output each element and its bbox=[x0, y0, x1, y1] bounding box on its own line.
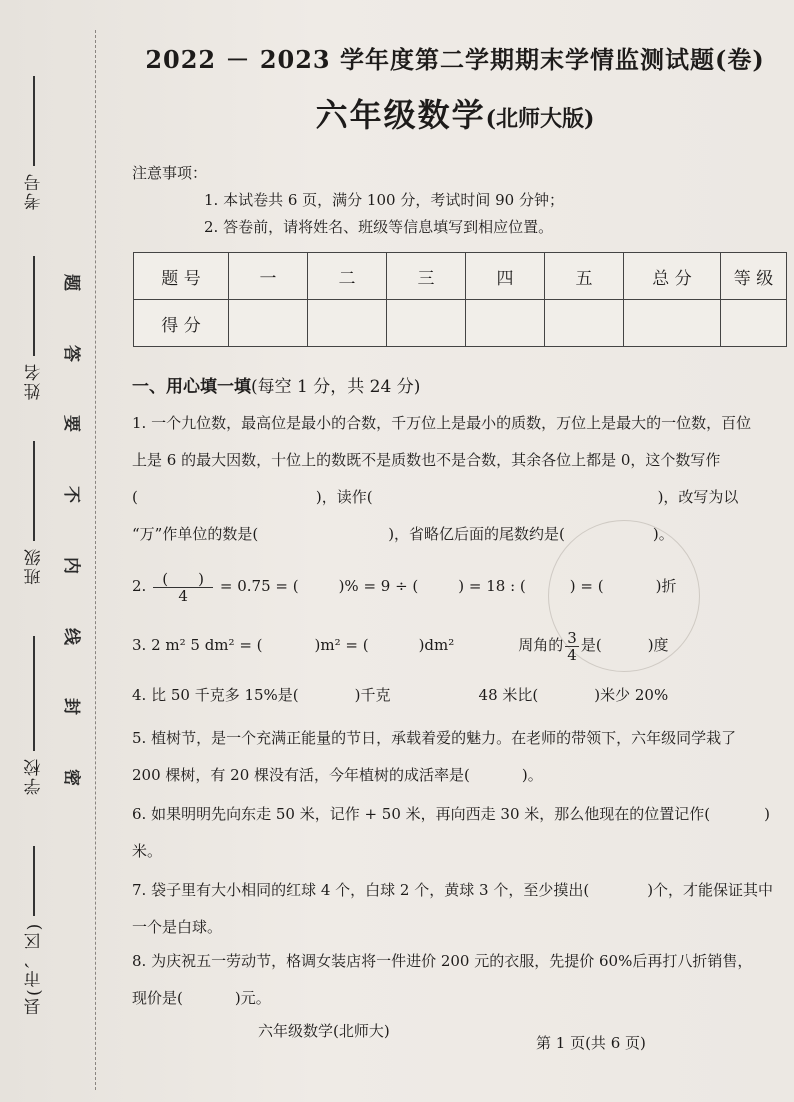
q3-text: )m² = ( bbox=[314, 636, 369, 654]
seal-char: 题 bbox=[60, 274, 81, 291]
exam-no-field bbox=[14, 40, 54, 210]
q1-line bbox=[132, 479, 787, 516]
q6-line bbox=[132, 796, 787, 833]
score-input-cell[interactable] bbox=[387, 300, 466, 347]
page-number: 第 1 页(共 6 页) bbox=[536, 1034, 646, 1052]
footer-subject: 六年级数学(北师大) bbox=[258, 1022, 390, 1040]
exam-title: 2022 － 2023 学年度第二学期期末学情监测试题(卷) bbox=[145, 45, 765, 74]
q8-text: )元。 bbox=[234, 989, 271, 1007]
seal-char: 内 bbox=[60, 556, 81, 574]
county-label: 县(市、区) bbox=[24, 921, 45, 1015]
score-input-cell[interactable] bbox=[624, 300, 721, 347]
score-table bbox=[133, 252, 787, 347]
section-1-points: (每空 1 分，共 24 分) bbox=[251, 377, 421, 397]
score-cell: 二 bbox=[308, 253, 387, 300]
q3-fraction-numerator: 3 bbox=[567, 628, 577, 647]
section-1-title bbox=[132, 372, 420, 397]
notes bbox=[132, 160, 564, 241]
score-input-cell[interactable] bbox=[545, 300, 624, 347]
question-5 bbox=[132, 720, 787, 794]
seal-dashed-line bbox=[95, 30, 96, 1090]
q3-fraction-denominator: 4 bbox=[567, 645, 577, 664]
q5-line: 5. 植树节，是一个充满正能量的节日，承载着爱的魅力。在老师的带领下，六年级同学栽了 bbox=[132, 729, 737, 747]
score-input-cell[interactable] bbox=[308, 300, 387, 347]
note-item: 1. 本试卷共 6 页，满分 100 分，考试时间 90 分钟； bbox=[204, 191, 564, 209]
school-blank bbox=[33, 636, 35, 751]
q3-text: )dm² bbox=[418, 636, 455, 654]
q6-text: 6. 如果明明先向东走 50 米，记作 + 50 米，再向西走 30 米，那么他现在的位置记作( bbox=[132, 805, 711, 823]
class-field bbox=[14, 420, 54, 585]
seal-char: 不 bbox=[60, 486, 81, 504]
q1-text: “万”作单位的数是( bbox=[132, 525, 259, 543]
q1-line: 上是 6 的最大因数，十位上的数既不是质数也不是合数，其余各位上都是 0，这个数写作 bbox=[132, 451, 721, 469]
class-blank bbox=[33, 441, 35, 541]
seal-char: 封 bbox=[60, 698, 81, 716]
q2-text: )折 bbox=[655, 577, 677, 595]
q8-text: 现价是( bbox=[132, 989, 183, 1007]
seal-char: 线 bbox=[60, 627, 81, 645]
score-input-cell[interactable] bbox=[466, 300, 545, 347]
q8-line bbox=[132, 980, 787, 1017]
q5-text: )。 bbox=[521, 766, 543, 784]
county-blank bbox=[33, 846, 35, 916]
school-field bbox=[14, 600, 54, 795]
seal-char: 密 bbox=[60, 768, 81, 786]
q2-text: )% = 9 ÷ ( bbox=[338, 577, 419, 595]
q3-fraction bbox=[565, 630, 579, 663]
q5-text: 200 棵树，有 20 棵没有活，今年植树的成活率是( bbox=[132, 766, 470, 784]
q2-fraction-denominator: 4 bbox=[178, 586, 188, 605]
q7-line: 一个是白球。 bbox=[132, 918, 223, 936]
edition-label: (北师大版) bbox=[485, 106, 595, 132]
q1-text: ( bbox=[132, 488, 138, 506]
q6-line: 米。 bbox=[132, 842, 163, 860]
score-table-score-row bbox=[134, 300, 787, 347]
q2-fraction bbox=[153, 571, 213, 604]
question-7 bbox=[132, 872, 787, 946]
question-1 bbox=[132, 405, 787, 553]
q6-text: ) bbox=[764, 805, 770, 823]
q3-text: 是( bbox=[580, 636, 602, 654]
question-2 bbox=[132, 568, 787, 605]
score-table-header-row bbox=[134, 253, 787, 300]
q2-text: ) = 18 : ( bbox=[458, 577, 526, 595]
seal-char: 要 bbox=[60, 415, 81, 433]
q4-text: 4. 比 50 千克多 15%是( bbox=[132, 686, 299, 704]
q3-text: 3. 2 m² 5 dm² = ( bbox=[132, 636, 263, 654]
binding-margin bbox=[0, 0, 100, 1102]
q4-text: )米少 20% bbox=[594, 686, 669, 704]
name-field bbox=[14, 230, 54, 400]
question-6 bbox=[132, 796, 787, 870]
note-item: 2. 答卷前，请将姓名、班级等信息填写到相应位置。 bbox=[204, 218, 554, 236]
score-input-cell[interactable] bbox=[721, 300, 787, 347]
q4-text: 48 米比( bbox=[478, 686, 539, 704]
q1-text: )，读作( bbox=[315, 488, 373, 506]
score-input-cell[interactable] bbox=[229, 300, 308, 347]
question-3 bbox=[132, 627, 787, 664]
score-cell: 一 bbox=[229, 253, 308, 300]
q7-line bbox=[132, 872, 787, 909]
q2-text: ) = ( bbox=[569, 577, 604, 595]
q4-text: )千克 bbox=[354, 686, 391, 704]
q1-line bbox=[132, 516, 787, 553]
seal-line-warning bbox=[60, 270, 86, 790]
question-4 bbox=[132, 677, 787, 714]
score-cell: 题 号 bbox=[134, 253, 229, 300]
question-8 bbox=[132, 943, 787, 1017]
class-label: 班级 bbox=[24, 547, 45, 585]
notes-heading: 注意事项： bbox=[132, 164, 208, 182]
q2-number: 2. bbox=[132, 577, 147, 595]
subject-title: 六年级数学 bbox=[315, 96, 486, 134]
name-label: 姓名 bbox=[24, 362, 45, 400]
q2-text: = 0.75 = ( bbox=[219, 577, 299, 595]
score-cell: 等 级 bbox=[721, 253, 787, 300]
q7-text: 7. 袋子里有大小相同的红球 4 个，白球 2 个，黄球 3 个，至少摸出( bbox=[132, 881, 590, 899]
seal-char: 答 bbox=[60, 344, 81, 362]
score-cell: 总 分 bbox=[624, 253, 721, 300]
q1-text: )。 bbox=[652, 525, 674, 543]
q1-text: )，改写为以 bbox=[657, 488, 739, 506]
q3-text: 周角的 bbox=[518, 636, 564, 654]
county-field bbox=[14, 815, 54, 1015]
score-cell: 五 bbox=[545, 253, 624, 300]
q3-text: )度 bbox=[647, 636, 669, 654]
q1-text: )，省略亿后面的尾数约是( bbox=[388, 525, 565, 543]
q5-line bbox=[132, 757, 787, 794]
score-cell: 得 分 bbox=[134, 300, 229, 347]
score-cell: 四 bbox=[466, 253, 545, 300]
q2-fraction-numerator[interactable]: ( ) bbox=[153, 571, 213, 588]
section-1-name: 一、用心填一填 bbox=[132, 377, 251, 397]
school-label: 学校 bbox=[24, 757, 45, 795]
q1-line: 1. 一个九位数，最高位是最小的合数，千万位上是最小的质数，万位上是最大的一位数，百位 bbox=[132, 414, 752, 432]
exam-subtitle bbox=[130, 90, 780, 136]
name-blank bbox=[33, 256, 35, 356]
exam-no-label: 考号 bbox=[24, 172, 45, 210]
q7-text: )个，才能保证其中 bbox=[647, 881, 774, 899]
q8-line: 8. 为庆祝五一劳动节，格调女装店将一件进价 200 元的衣服，先提价 60%后再打八折销售， bbox=[132, 952, 753, 970]
score-cell: 三 bbox=[387, 253, 466, 300]
exam-no-blank bbox=[33, 76, 35, 166]
